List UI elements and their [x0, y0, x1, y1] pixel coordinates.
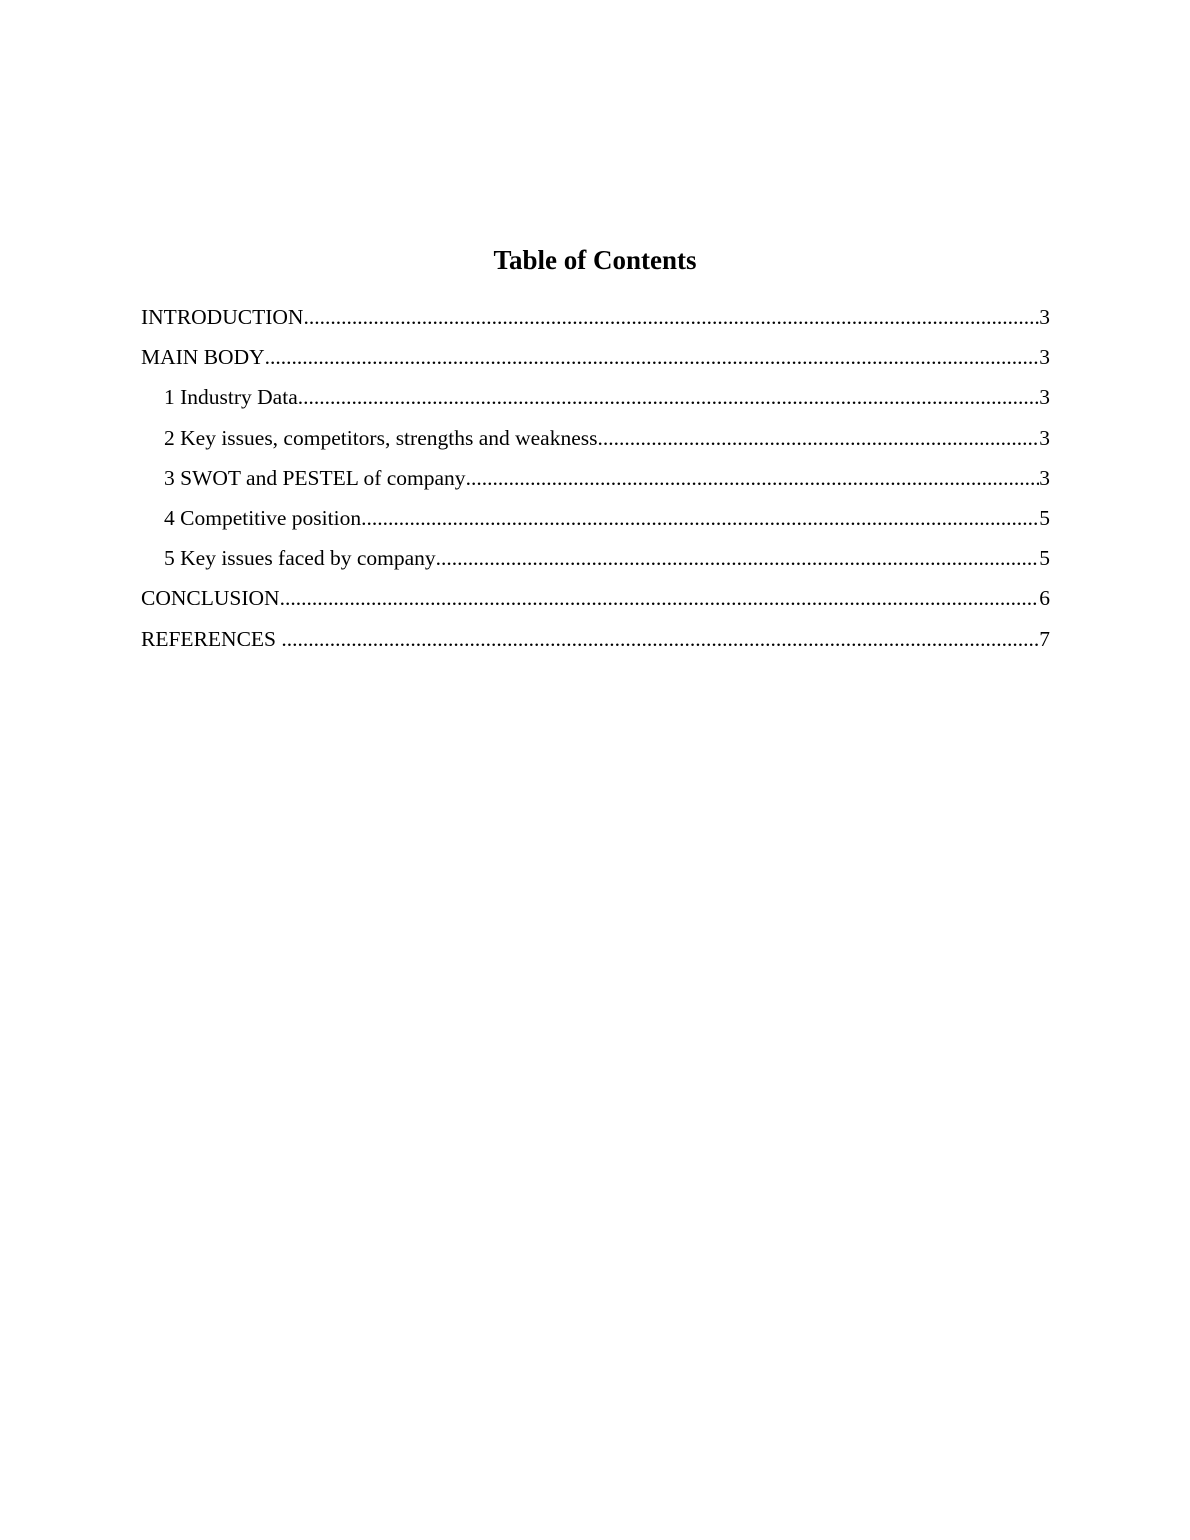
- toc-entry-swot-pestel[interactable]: [141, 460, 1050, 500]
- toc-entry-conclusion[interactable]: [141, 580, 1050, 620]
- toc-leader-dots: [436, 540, 1040, 576]
- toc-entry-label: REFERENCES: [141, 626, 282, 651]
- toc-entry-page: 3: [1039, 345, 1050, 370]
- toc-entry-page: 5: [1039, 546, 1050, 571]
- toc-entry-introduction[interactable]: [141, 299, 1050, 339]
- toc-entry-page: 3: [1039, 465, 1050, 490]
- toc-entry-label: 5 Key issues faced by company: [164, 546, 436, 571]
- toc-entry-page: 5: [1039, 505, 1050, 530]
- toc-entry-page: 6: [1039, 586, 1050, 611]
- toc-entry-label: 4 Competitive position: [164, 505, 362, 530]
- toc-leader-dots: [361, 500, 1039, 536]
- toc-entry-page: 3: [1039, 305, 1050, 329]
- toc-entry-references[interactable]: [141, 621, 1050, 661]
- toc-entry-label: 1 Industry Data: [164, 385, 298, 410]
- toc-leader-dots: [298, 379, 1040, 415]
- toc-leader-dots: [281, 621, 1039, 657]
- toc-leader-dots: [466, 460, 1040, 496]
- toc-entry-page: 3: [1039, 385, 1050, 410]
- toc-entry-label: CONCLUSION: [141, 586, 280, 611]
- toc-entry-label: 3 SWOT and PESTEL of company: [164, 465, 466, 490]
- toc-entry-page: 3: [1039, 425, 1050, 450]
- toc-entry-page: 7: [1039, 626, 1050, 651]
- toc-entry-competitive-position[interactable]: [141, 500, 1050, 540]
- toc-entry-label: MAIN BODY: [141, 345, 265, 370]
- toc-title: Table of Contents: [493, 245, 697, 275]
- toc-entry-industry-data[interactable]: [141, 379, 1050, 419]
- toc-entry-main-body[interactable]: [141, 339, 1050, 379]
- toc-leader-dots: [598, 420, 1040, 456]
- toc-entry-label: 2 Key issues, competitors, strengths and weakness: [164, 425, 598, 450]
- toc-entry-label: INTRODUCTION: [141, 305, 304, 329]
- toc-entry-key-issues-competitors[interactable]: [141, 420, 1050, 460]
- toc-leader-dots: [303, 299, 1039, 335]
- toc-leader-dots: [280, 580, 1040, 616]
- toc-entry-key-issues-faced[interactable]: [141, 540, 1050, 580]
- toc-leader-dots: [265, 339, 1040, 375]
- toc-list: [141, 299, 1050, 661]
